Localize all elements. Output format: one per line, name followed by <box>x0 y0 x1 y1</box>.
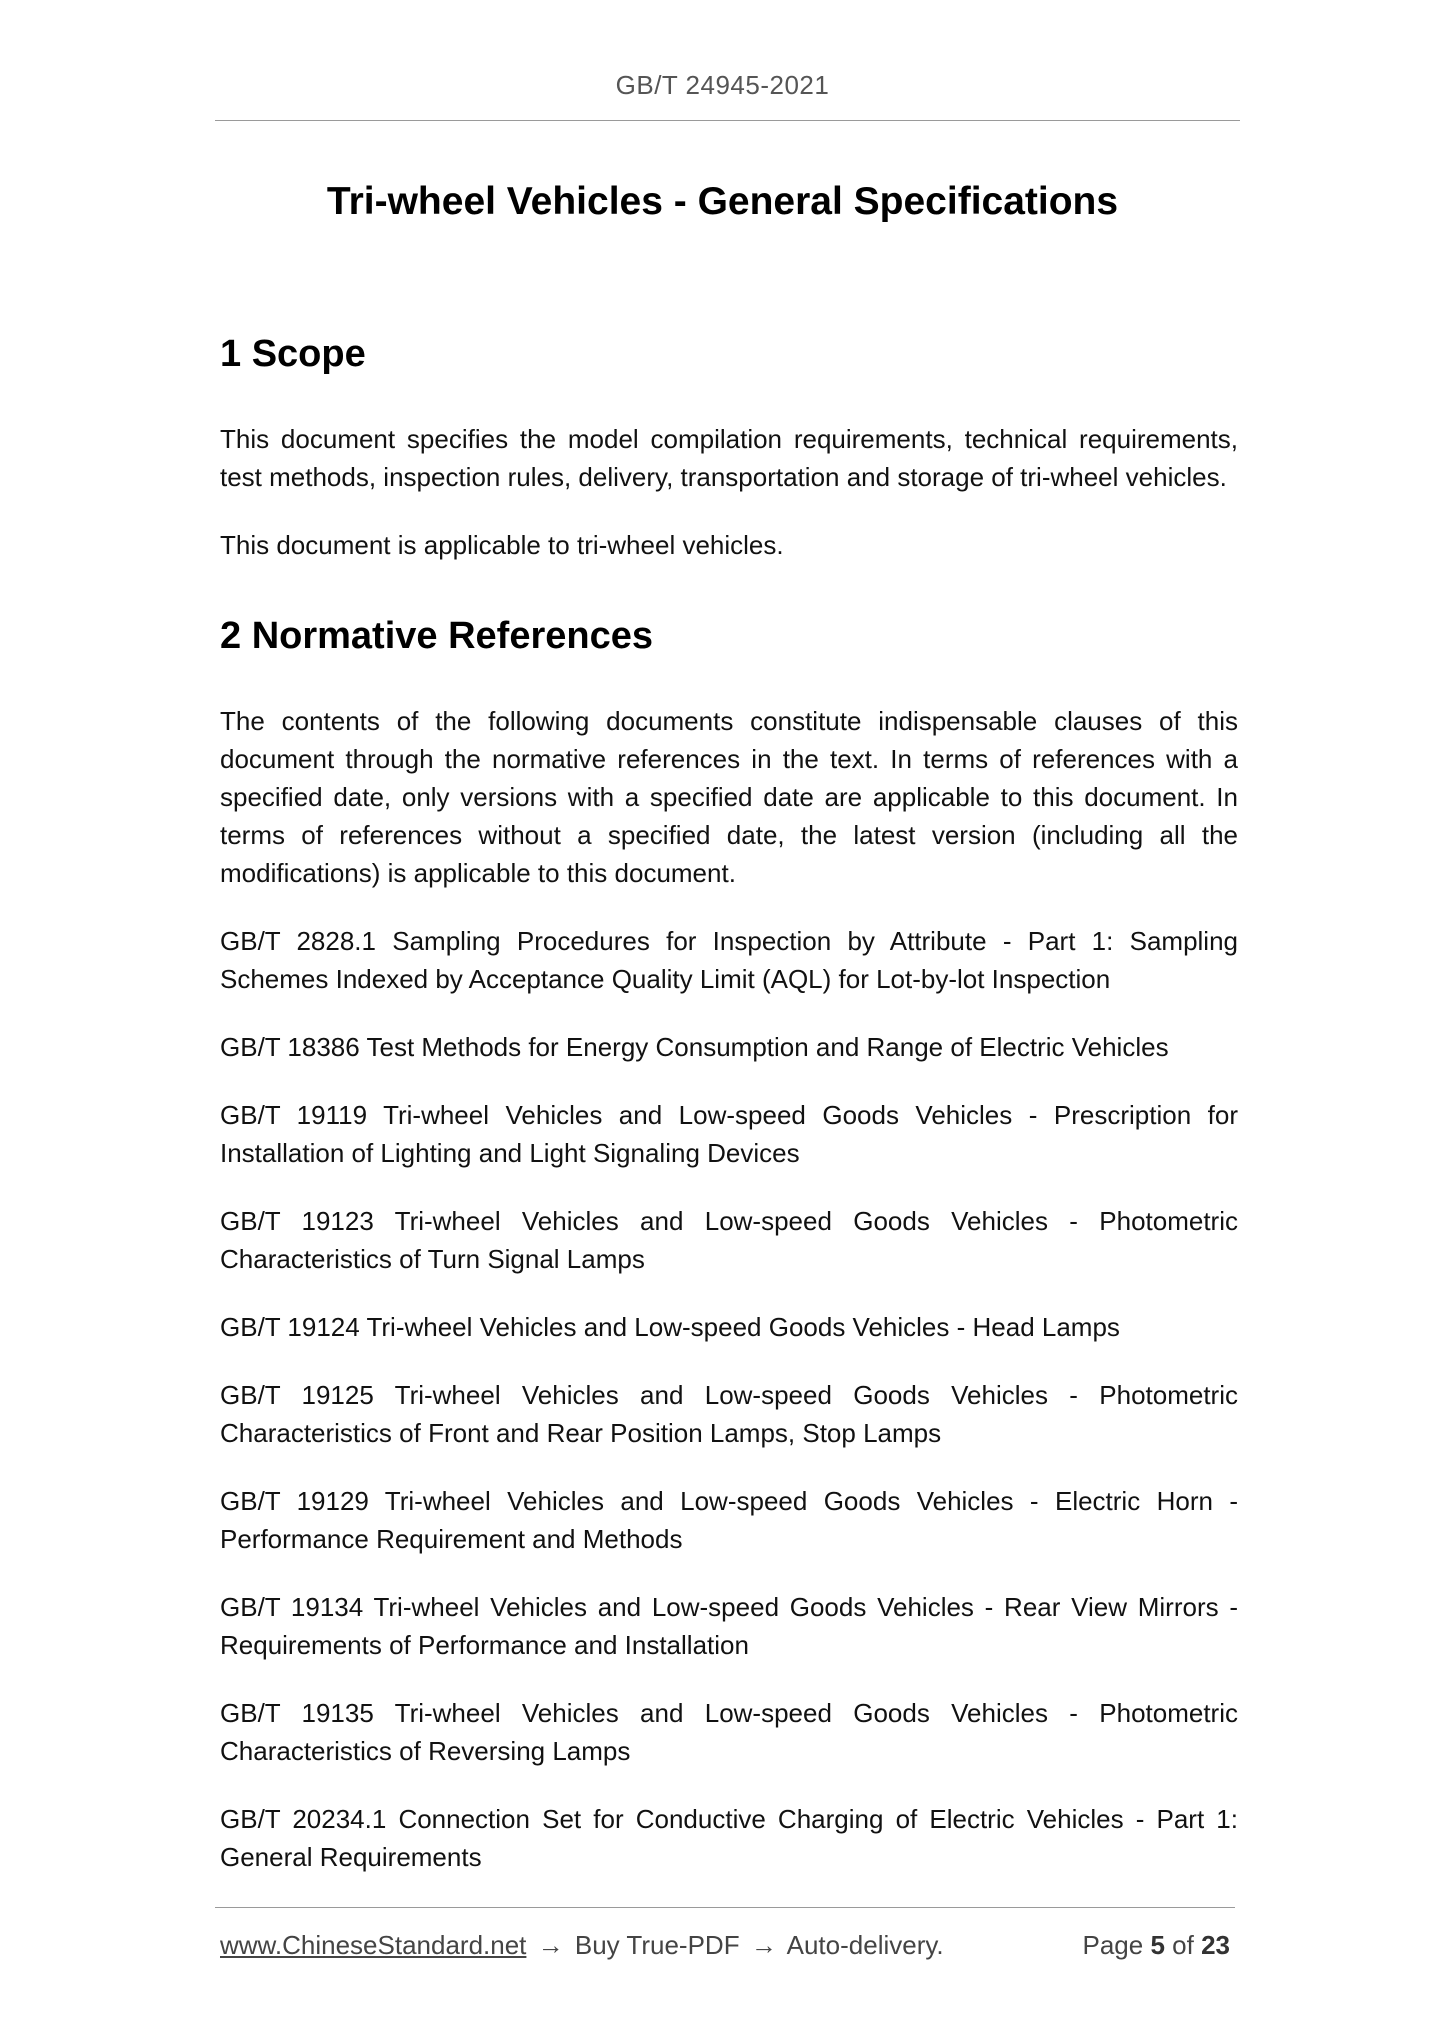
reference-item: GB/T 19134 Tri-wheel Vehicles and Low-speed Goods Vehicles - Rear View Mirrors - Requirements of Performance and Installation <box>220 1592 1238 1660</box>
reference-item: GB/T 19129 Tri-wheel Vehicles and Low-speed Goods Vehicles - Electric Horn - Performance Requirement and Methods <box>220 1486 1238 1554</box>
arrow-right-icon: → <box>750 1930 777 1960</box>
reference-item: GB/T 19124 Tri-wheel Vehicles and Low-speed Goods Vehicles - Head Lamps <box>220 1312 1120 1342</box>
of-label: of <box>1172 1930 1194 1960</box>
reference-item: GB/T 19135 Tri-wheel Vehicles and Low-speed Goods Vehicles - Photometric Characteristics of Reversing Lamps <box>220 1698 1238 1766</box>
reference-item: GB/T 18386 Test Methods for Energy Consumption and Range of Electric Vehicles <box>220 1032 1169 1062</box>
reference-item: GB/T 2828.1 Sampling Procedures for Inspection by Attribute - Part 1: Sampling Schemes Indexed by Acceptance Quality Limit (AQL) for Lot-by-lot Inspection <box>220 926 1238 994</box>
reference-item: GB/T 20234.1 Connection Set for Conductive Charging of Electric Vehicles - Part 1: General Requirements <box>220 1804 1238 1872</box>
buy-text: Buy True-PDF <box>574 1930 740 1960</box>
document-code-header: GB/T 24945-2021 <box>615 70 830 100</box>
page-total: 23 <box>1201 1930 1230 1960</box>
reference-item: GB/T 19119 Tri-wheel Vehicles and Low-speed Goods Vehicles - Prescription for Installation of Lighting and Light Signaling Devices <box>220 1100 1238 1168</box>
website-link[interactable]: www.ChineseStandard.net <box>220 1930 527 1960</box>
arrow-right-icon: → <box>537 1930 564 1960</box>
scope-paragraph: This document specifies the model compilation requirements, technical requirements, test methods, inspection rules, delivery, transportation and storage of tri-wheel vehicles. <box>220 424 1238 492</box>
section-heading-normative-references: 2 Normative References <box>220 615 653 657</box>
normative-intro-paragraph: The contents of the following documents constitute indispensable clauses of this document through the normative references in the text. In terms of references with a specified date, only versions with a specified date are applicable to this document. In terms of references without a specified date, the latest version (including all the modifications) is applicable to this document. <box>220 706 1238 888</box>
page-current: 5 <box>1150 1930 1165 1960</box>
footer-divider <box>215 1907 1235 1908</box>
footer-promo <box>220 1930 944 1961</box>
page-label: Page <box>1082 1930 1144 1960</box>
scope-paragraph: This document is applicable to tri-wheel vehicles. <box>220 530 784 560</box>
section-heading-scope: 1 Scope <box>220 333 366 375</box>
header-divider <box>215 120 1240 121</box>
page-number <box>1082 1930 1230 1961</box>
delivery-text: Auto-delivery. <box>786 1930 944 1960</box>
reference-item: GB/T 19123 Tri-wheel Vehicles and Low-speed Goods Vehicles - Photometric Characteristics of Turn Signal Lamps <box>220 1206 1238 1274</box>
document-body <box>220 328 1238 1906</box>
reference-list <box>220 922 1238 1876</box>
document-title: Tri-wheel Vehicles - General Specifications <box>326 180 1119 223</box>
reference-item: GB/T 19125 Tri-wheel Vehicles and Low-speed Goods Vehicles - Photometric Characteristics of Front and Rear Position Lamps, Stop Lamps <box>220 1380 1238 1448</box>
